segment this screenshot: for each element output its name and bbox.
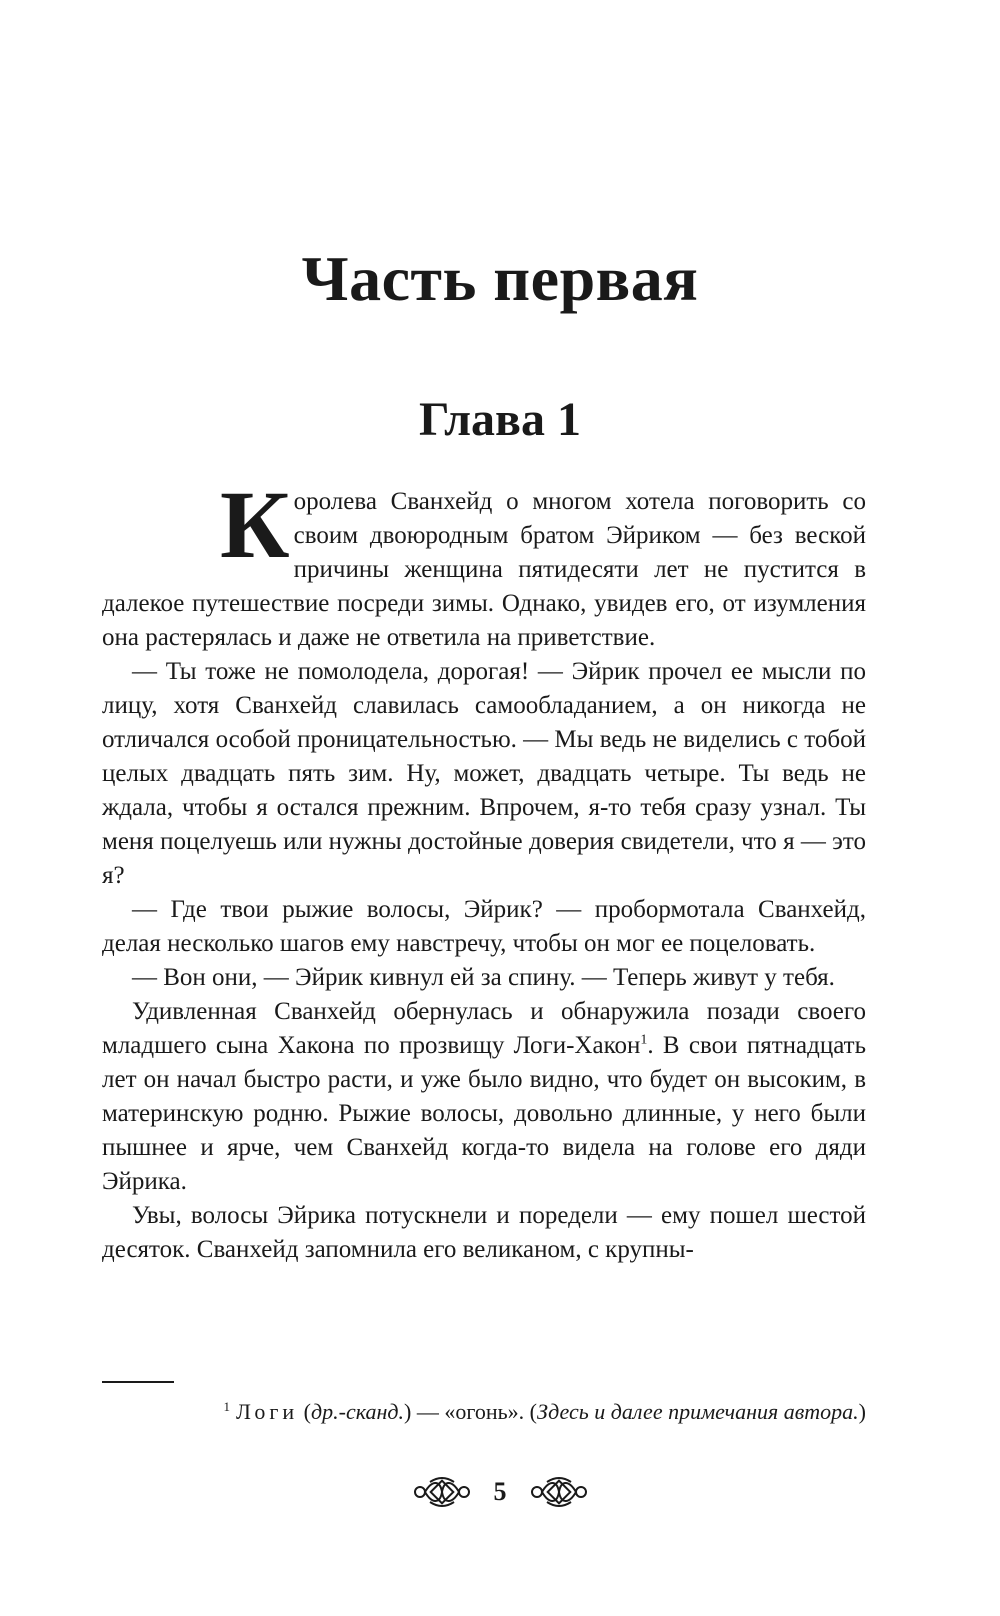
main-text	[102, 471, 866, 1267]
paragraph-5-text-b: . В свои пятнадцать лет он начал быстро расти, и уже было видно, что будет он высоким, в материнскую родню. Рыжие волосы, довольно длинные, у него были пышнее и ярче, чем Сванхейд когда-то видела на голове его дяди Эйрика.	[102, 1032, 866, 1195]
footnote-term: Логи	[236, 1399, 299, 1424]
paragraph-1	[102, 471, 866, 655]
footnote-lang-open: (	[298, 1399, 311, 1424]
knot-ornament-right-icon	[529, 1474, 589, 1510]
part-title: Часть первая	[301, 243, 699, 314]
footnote-lang: др.-сканд.	[311, 1399, 405, 1424]
drop-cap: К	[220, 471, 290, 578]
footnote-close: )	[858, 1399, 866, 1424]
paragraph-6: Увы, волосы Эйрика потускнели и поредели — ему пошел шестой десяток. Сванхейд запомнила его великаном, с крупны-	[102, 1202, 866, 1263]
paragraph-3: — Где твои рыжие волосы, Эйрик? — пробормотала Сванхейд, делая несколько шагов ему навстречу, чтобы он мог ее поцеловать.	[102, 896, 866, 957]
paragraph-4: — Вон они, — Эйрик кивнул ей за спину. — Теперь живут у тебя.	[132, 964, 835, 991]
page-number: 5	[493, 1477, 507, 1506]
paragraph-5	[102, 995, 866, 1199]
page-footer	[0, 1468, 1000, 1516]
footnote-divider	[102, 1381, 174, 1383]
paragraph-2: — Ты тоже не помолодела, дорогая! — Эйрик прочел ее мысли по лицу, хотя Сванхейд славилась самообладанием, а он никогда не отличался особой проницательностью. — Мы ведь не виделись с тобой целых двадцать пять зим. Ну, может, двадцать четыре. Ты ведь не ждала, чтобы я остался прежним. Впрочем, я-то тебя сразу узнал. Ты меня поцелуешь или нужны достойные доверия свидетели, что я — это я?	[102, 658, 866, 889]
knot-ornament-left-icon	[412, 1474, 472, 1510]
paragraph-5-text-a: Удивленная Сванхейд обернулась и обнаружила позади своего младшего сына Хакона по прозвищу Логи-Хакон	[102, 998, 866, 1059]
footnote-marker: 1	[223, 1398, 230, 1414]
paragraph-1-text: оролева Сванхейд о многом хотела поговорить со своим двоюродным братом Эйриком — без веской причины женщина пятидесяти лет не пустится в далекое путешествие посреди зимы. Однако, увидев его, от изумления она растерялась и даже не ответила на приветствие.	[102, 488, 866, 651]
footnote-lang-close: ) — «огонь». (	[404, 1399, 537, 1424]
chapter-title: Глава 1	[419, 393, 581, 446]
footnote-note: Здесь и далее примечания автора.	[536, 1399, 859, 1424]
footnote	[102, 1398, 866, 1426]
footnote-reference[interactable]: 1	[640, 1032, 648, 1048]
